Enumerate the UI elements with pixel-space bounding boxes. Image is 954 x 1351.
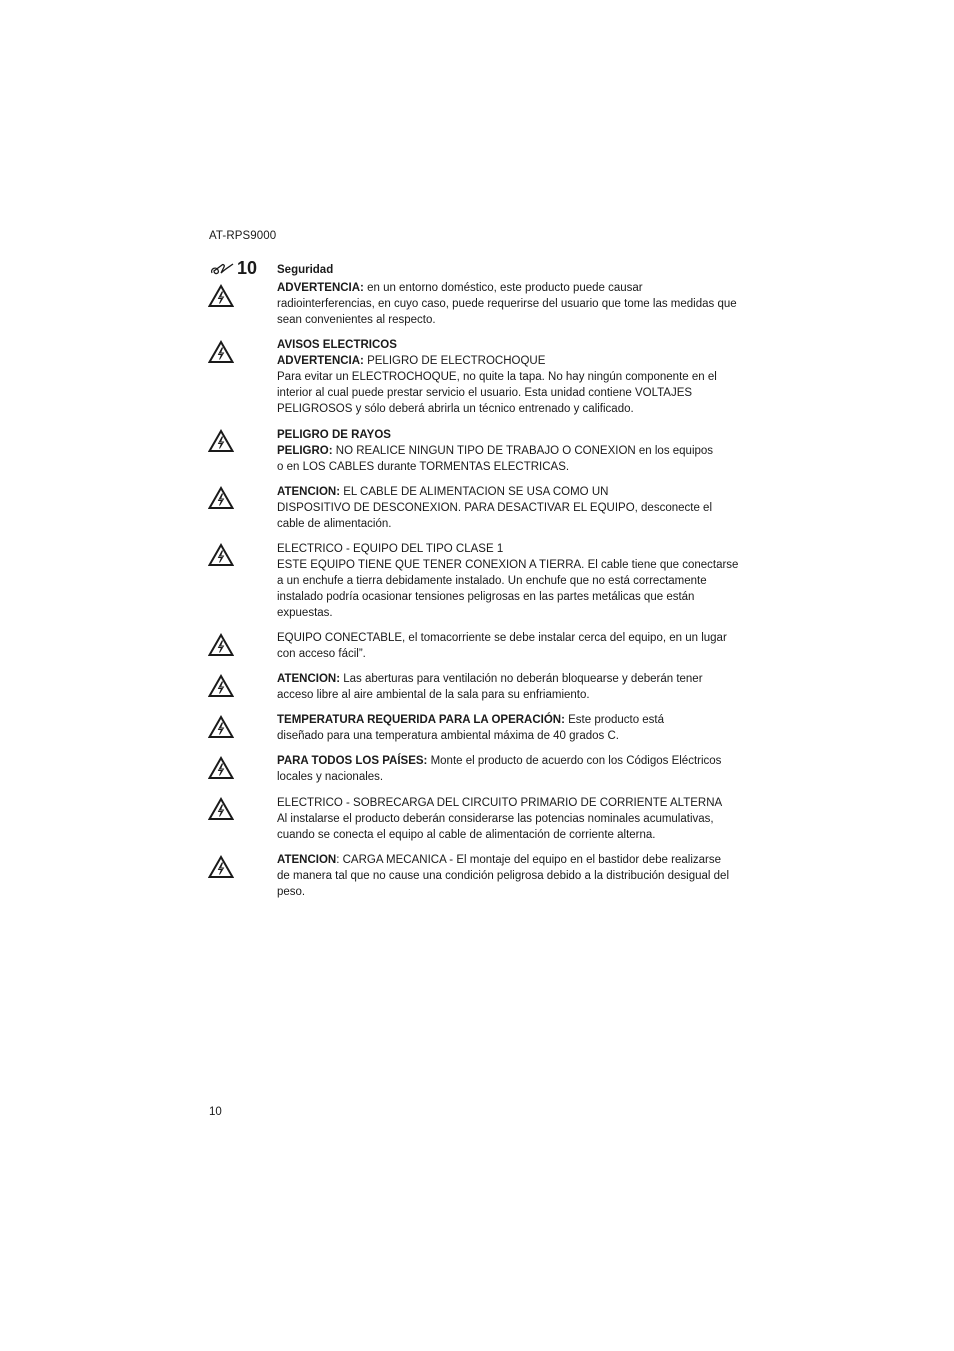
warning-text: a un enchufe a tierra debidamente instalado. Un enchufe que no está correctamente bbox=[277, 575, 707, 587]
warning-triangle-icon bbox=[208, 340, 234, 364]
warning-text: interior al cual puede prestar servicio el usuario. Esta unidad contiene VOLTAJES bbox=[277, 387, 693, 399]
warning-line bbox=[277, 541, 747, 557]
warning-label: ADVERTENCIA: bbox=[277, 355, 364, 367]
warning-text: en un entorno doméstico, este producto puede causar bbox=[363, 282, 643, 294]
warning-line bbox=[277, 484, 747, 500]
warning-triangle-icon bbox=[208, 674, 234, 698]
warning-line bbox=[277, 712, 747, 728]
warning-label: PELIGRO DE RAYOS bbox=[277, 429, 391, 441]
warning-triangle-icon bbox=[208, 284, 234, 308]
warning-label: AVISOS ELECTRICOS bbox=[277, 339, 397, 351]
warning-line bbox=[277, 646, 747, 662]
warning-line bbox=[277, 671, 747, 687]
warning-line bbox=[277, 811, 747, 827]
warning-label: ATENCION bbox=[277, 854, 337, 866]
warning-block bbox=[277, 541, 747, 621]
warning-text: Al instalarse el producto deberán considerarse las potencias nominales acumulativas, bbox=[277, 813, 714, 825]
warning-block bbox=[277, 712, 747, 744]
warning-line bbox=[277, 459, 747, 475]
warning-triangle-icon bbox=[208, 855, 234, 879]
warning-text: Monte el producto de acuerdo con los Códigos Eléctricos bbox=[427, 755, 722, 767]
warning-triangle-icon bbox=[208, 486, 234, 510]
warning-text: NO REALICE NINGUN TIPO DE TRABAJO O CONEXION en los equipos bbox=[332, 445, 714, 457]
language-page-icon bbox=[209, 262, 235, 276]
warning-text: Este producto está bbox=[564, 714, 665, 726]
warning-label: ATENCION: bbox=[277, 486, 341, 498]
warning-line bbox=[277, 337, 747, 353]
warning-text: con acceso fácil”. bbox=[277, 648, 366, 660]
warning-text: : CARGA MECANICA - El montaje del equipo en el bastidor debe realizarse bbox=[336, 854, 722, 866]
warning-block bbox=[277, 852, 747, 900]
warning-text: diseñado para una temperatura ambiental máxima de 40 grados C. bbox=[277, 730, 620, 742]
warning-text: ESTE EQUIPO TIENE QUE TENER CONEXION A TIERRA. El cable tiene que conectarse bbox=[277, 559, 739, 571]
warning-line bbox=[277, 630, 747, 646]
warning-line bbox=[277, 827, 747, 843]
warning-line bbox=[277, 573, 747, 589]
warning-line bbox=[277, 589, 747, 605]
warning-line bbox=[277, 296, 747, 312]
warning-text: o en LOS CABLES durante TORMENTAS ELECTRICAS. bbox=[277, 461, 570, 473]
warning-triangle-icon bbox=[208, 543, 234, 567]
warning-line bbox=[277, 369, 747, 385]
warning-text: radiointerferencias, en cuyo caso, puede requerirse del usuario que tome las medidas que bbox=[277, 298, 737, 310]
section-title: Seguridad bbox=[277, 264, 334, 276]
warning-text: instalado podría ocasionar tensiones peligrosas en las partes metálicas que están bbox=[277, 591, 695, 603]
document-model-header: AT-RPS9000 bbox=[209, 230, 277, 242]
warning-text: sean convenientes al respecto. bbox=[277, 314, 436, 326]
warning-line bbox=[277, 280, 747, 296]
warning-triangle-icon bbox=[208, 715, 234, 739]
warning-line bbox=[277, 443, 747, 459]
warning-line bbox=[277, 852, 747, 868]
warning-text: acceso libre al aire ambiental de la sala para su enfriamiento. bbox=[277, 689, 590, 701]
language-page-mark bbox=[209, 258, 257, 279]
warning-line bbox=[277, 557, 747, 573]
language-page-number: 10 bbox=[237, 258, 258, 278]
warning-text: DISPOSITIVO DE DESCONEXION. PARA DESACTIVAR EL EQUIPO, desconecte el bbox=[277, 502, 713, 514]
warning-block bbox=[277, 484, 747, 532]
warning-text: cuando se conecta el equipo al cable de alimentación de corriente alterna. bbox=[277, 829, 656, 841]
warning-text: expuestas. bbox=[277, 607, 333, 619]
warning-text: ELECTRICO - EQUIPO DEL TIPO CLASE 1 bbox=[277, 543, 504, 555]
warning-triangle-icon bbox=[208, 797, 234, 821]
warning-label: ATENCION: bbox=[277, 673, 341, 685]
warning-block bbox=[277, 280, 747, 328]
warning-text: cable de alimentación. bbox=[277, 518, 392, 530]
warning-line bbox=[277, 516, 747, 532]
warning-line bbox=[277, 353, 747, 369]
warning-line bbox=[277, 769, 747, 785]
warning-text: EL CABLE DE ALIMENTACION SE USA COMO UN bbox=[340, 486, 609, 498]
warning-text: peso. bbox=[277, 886, 306, 898]
warning-triangle-icon bbox=[208, 429, 234, 453]
warning-line bbox=[277, 500, 747, 516]
warning-text: locales y nacionales. bbox=[277, 771, 384, 783]
warning-line bbox=[277, 427, 747, 443]
warning-triangle-icon bbox=[208, 633, 234, 657]
warning-label: TEMPERATURA REQUERIDA PARA LA OPERACIÓN: bbox=[277, 714, 565, 726]
warning-line bbox=[277, 385, 747, 401]
warning-text: Las aberturas para ventilación no deberán bloquearse y deberán tener bbox=[340, 673, 703, 685]
warning-line bbox=[277, 401, 747, 417]
warning-line bbox=[277, 884, 747, 900]
warning-text: PELIGRO DE ELECTROCHOQUE bbox=[363, 355, 546, 367]
warning-line bbox=[277, 687, 747, 703]
warning-block bbox=[277, 427, 747, 475]
warning-block bbox=[277, 795, 747, 843]
warning-line bbox=[277, 868, 747, 884]
warning-text: ELECTRICO - SOBRECARGA DEL CIRCUITO PRIMARIO DE CORRIENTE ALTERNA bbox=[277, 797, 723, 809]
warning-block bbox=[277, 630, 747, 662]
warning-line bbox=[277, 753, 747, 769]
page-number: 10 bbox=[209, 1106, 222, 1118]
warning-label: ADVERTENCIA: bbox=[277, 282, 364, 294]
warning-block bbox=[277, 671, 747, 703]
warning-line bbox=[277, 605, 747, 621]
warning-line bbox=[277, 728, 747, 744]
warning-label: PELIGRO: bbox=[277, 445, 333, 457]
warning-triangle-icon bbox=[208, 756, 234, 780]
warning-text: Para evitar un ELECTROCHOQUE, no quite la tapa. No hay ningún componente en el bbox=[277, 371, 717, 383]
warning-text: EQUIPO CONECTABLE, el tomacorriente se debe instalar cerca del equipo, en un lugar bbox=[277, 632, 727, 644]
warning-block bbox=[277, 753, 747, 785]
warning-text: de manera tal que no cause una condición peligrosa debido a la distribución desigual del bbox=[277, 870, 730, 882]
warning-line bbox=[277, 795, 747, 811]
warning-text: PELIGROSOS y sólo deberá abrirla un técnico entrenado y calificado. bbox=[277, 403, 634, 415]
warning-block bbox=[277, 337, 747, 417]
warning-label: PARA TODOS LOS PAÍSES: bbox=[277, 755, 428, 767]
warning-line bbox=[277, 312, 747, 328]
